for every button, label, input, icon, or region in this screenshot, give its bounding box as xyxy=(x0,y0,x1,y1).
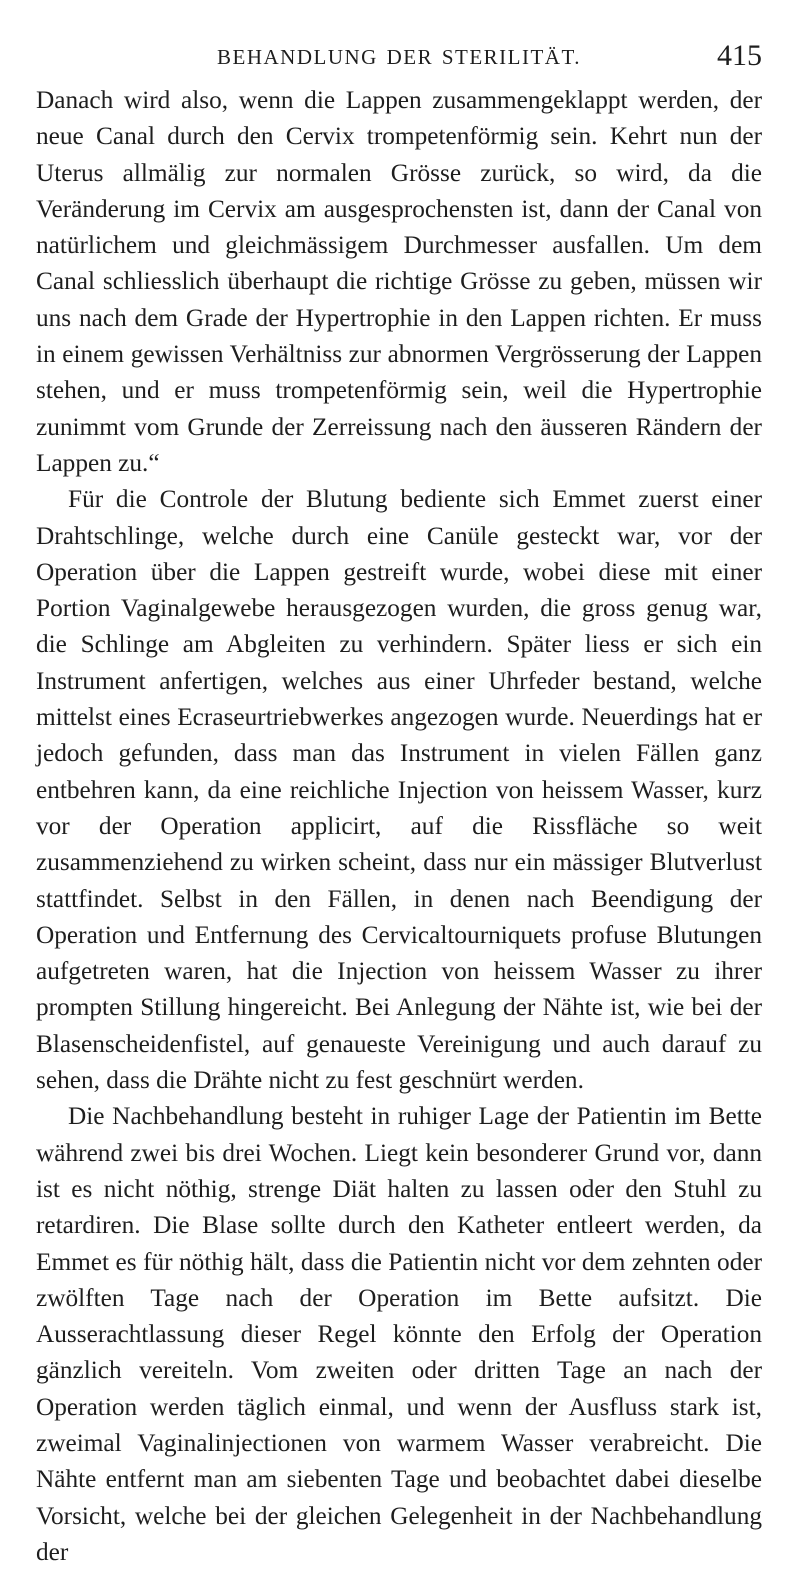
page-header xyxy=(36,39,762,72)
running-head: BEHANDLUNG DER STERILITÄT. xyxy=(217,45,581,69)
paragraph: Die Nachbehandlung besteht in ruhiger Lage der Patientin im Bette während zwei bis drei Wochen. Liegt kein besonderer Grund vor, dann ist es nicht nöthig, strenge Diät halten zu lassen oder den Stuhl zu retardiren. Die Blase sollte durch den Katheter entleert werden, da Emmet es für nöthig hält, dass die Patientin nicht vor dem zehnten oder zwölften Tage nach der Operation im Bette aufsitzt. Die Ausserachtlassung dieser Regel könnte den Erfolg der Operation gänzlich vereiteln. Vom zweiten oder dritten Tage an nach der Operation werden täglich einmal, und wenn der Ausfluss stark ist, zweimal Vaginalinjectionen von warmem Wasser verabreicht. Die Nähte entfernt man am siebenten Tage und beobachtet dabei dieselbe Vorsicht, welche bei der gleichen Gelegenheit in der Nachbehandlung der xyxy=(36,1102,762,1566)
paragraph: Für die Controle der Blutung bediente sich Emmet zuerst einer Drahtschlinge, welche durch eine Canüle gesteckt war, vor der Operation über die Lappen gestreift wurde, wobei diese mit einer Portion Vaginalgewebe herausgezogen wurden, die gross genug war, die Schlinge am Abgleiten zu verhindern. Später liess er sich ein Instrument anfertigen, welches aus einer Uhrfeder bestand, welche mittelst eines Ecraseurtriebwerkes angezogen wurde. Neuerdings hat er jedoch gefunden, dass man das Instrument in vielen Fällen ganz entbehren kann, da eine reichliche Injection von heissem Wasser, kurz vor der Operation applicirt, auf die Rissfläche so weit zusammenziehend zu wirken scheint, dass nur ein mässiger Blutverlust stattfindet. Selbst in den Fällen, in denen nach Beendigung der Operation und Entfernung des Cervicaltourniquets profuse Blutungen aufgetreten waren, hat die Injection von heissem Wasser zu ihrer prompten Stillung hingereicht. Bei Anlegung der Nähte ist, wie bei der Blasenscheidenfistel, auf genaueste Vereinigung und auch darauf zu sehen, dass die Drähte nicht zu fest geschnürt werden. xyxy=(36,485,762,1095)
page-number: 415 xyxy=(717,39,762,72)
body-text xyxy=(36,82,762,1570)
paragraph: Danach wird also, wenn die Lappen zusammengeklappt werden, der neue Canal durch den Cervix trompetenförmig sein. Kehrt nun der Uterus allmälig zur normalen Grösse zurück, so wird, da die Veränderung im Cervix am ausgesprochensten ist, dann der Canal von natürlichem und gleichmässigem Durchmesser ausfallen. Um dem Canal schliesslich überhaupt die richtige Grösse zu geben, müssen wir uns nach dem Grade der Hypertrophie in den Lappen richten. Er muss in einem gewissen Verhältniss zur abnormen Vergrösserung der Lappen stehen, und er muss trompetenförmig sein, weil die Hypertrophie zunimmt vom Grunde der Zerreissung nach den äusseren Rändern der Lappen zu.“ xyxy=(36,86,762,477)
